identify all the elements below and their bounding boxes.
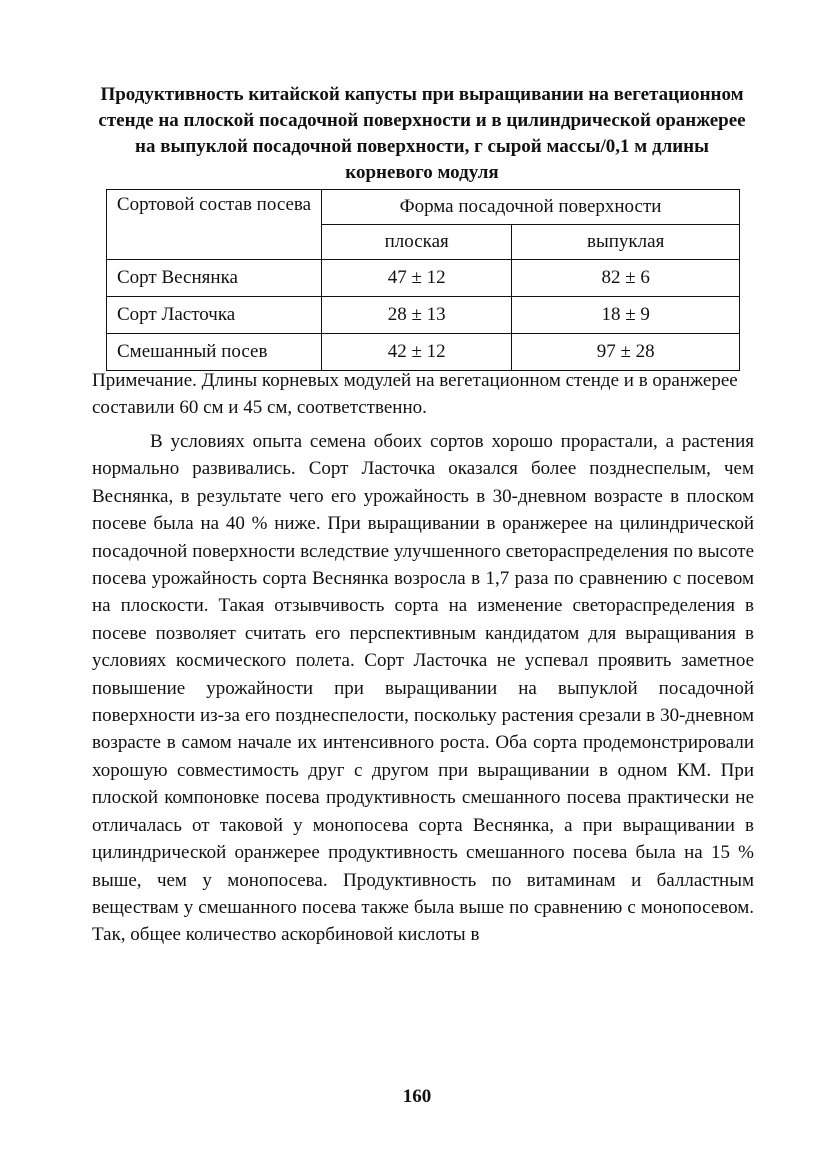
row-name: Смешанный посев [107,334,322,371]
table-row [107,297,740,334]
cell-flat: 28 ± 13 [322,297,512,334]
cell-convex: 97 ± 28 [512,334,740,371]
header-convex: выпуклая [512,225,740,260]
page-number: 160 [402,1086,432,1107]
header-flat: плоская [322,225,512,260]
table-note: Примечание. Длины корневых модулей на вегетационном стенде и в оранжерее составили 60 см и 45 см, соответственно. [92,370,738,418]
table-row [107,334,740,371]
cell-convex: 82 ± 6 [512,260,740,297]
header-variety-composition: Сортовой состав посева [107,190,322,260]
row-name: Сорт Ласточка [107,297,322,334]
row-name: Сорт Веснянка [107,260,322,297]
cell-flat: 42 ± 12 [322,334,512,371]
productivity-table [106,189,740,371]
cell-convex: 18 ± 9 [512,297,740,334]
table-caption: Продуктивность китайской капусты при выращивании на вегетационном стенде на плоской посадочной поверхности и в цилиндрической оранжерее на выпуклой посадочной поверхности, г сырой массы/0,1 м длины корневого модуля [98,84,746,183]
body-paragraph: В условиях опыта семена обоих сортов хорошо прорастали, а растения нормально развивались. Сорт Ласточка оказался более позднеспелым, чем Веснянка, в результате чего его урожайность в 30-дневном возрасте в плоском посеве была на 40 % ниже. При выращивании в оранжерее на цилиндрической посадочной поверхности вследствие улучшенного светораспределения по высоте посева урожайность сорта Веснянка возросла в 1,7 раза по сравнению с посевом на плоскости. Такая отзывчивость сорта на изменение светораспределения в посеве позволяет считать его перспективным кандидатом для выращивания в условиях космического полета. Сорт Ласточка не успевал проявить заметное повышение урожайности при выращивании на выпуклой посадочной поверхности из-за его позднеспелости, поскольку растения срезали в 30-дневном возрасте в самом начале их интенсивного роста. Оба сорта продемонстрировали хорошую совместимость друг с другом при выращивании в одном КМ. При плоской компоновке посева продуктивность смешанного посева практически не отличалась от таковой у монопосева сорта Веснянка, а при выращивании в цилиндрической оранжерее продуктивность смешанного посева была на 15 % выше, чем у монопосева. Продуктивность по витаминам и балластным веществам у смешанного посева также была выше по сравнению с монопосевом. Так, общее количество аскорбиновой кислоты в [92,431,754,946]
cell-flat: 47 ± 12 [322,260,512,297]
table-row [107,260,740,297]
header-surface-shape: Форма посадочной поверхности [322,190,740,225]
